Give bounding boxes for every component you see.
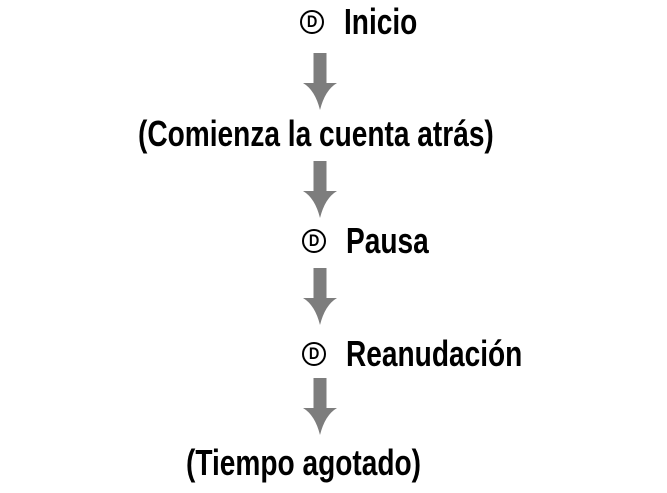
step-pause [302, 220, 452, 261]
step-pause-label: Pausa [346, 220, 429, 261]
down-arrow-shape [303, 378, 337, 435]
d-button-letter: D [308, 231, 320, 250]
arrow-pause-to-resume [302, 268, 338, 326]
d-button-letter: D [306, 12, 318, 31]
step-resume-label: Reanudación [346, 333, 523, 374]
circled-d-button-icon [302, 229, 326, 253]
countdown-note: (Comienza la cuenta atrás) [138, 113, 494, 154]
circled-d-button-icon [302, 342, 326, 366]
arrow-start-to-countdown [302, 53, 338, 111]
step-resume [302, 333, 572, 374]
down-arrow-shape [303, 53, 337, 110]
circled-d-button-icon [300, 10, 324, 34]
d-button-letter: D [308, 344, 320, 363]
timeout-note: (Tiempo agotado) [186, 442, 422, 483]
step-start-label: Inicio [344, 1, 418, 42]
arrow-resume-to-timeout [302, 378, 338, 436]
step-start [300, 1, 438, 42]
arrow-countdown-to-pause [302, 161, 338, 219]
down-arrow-shape [303, 161, 337, 218]
down-arrow-shape [303, 268, 337, 325]
